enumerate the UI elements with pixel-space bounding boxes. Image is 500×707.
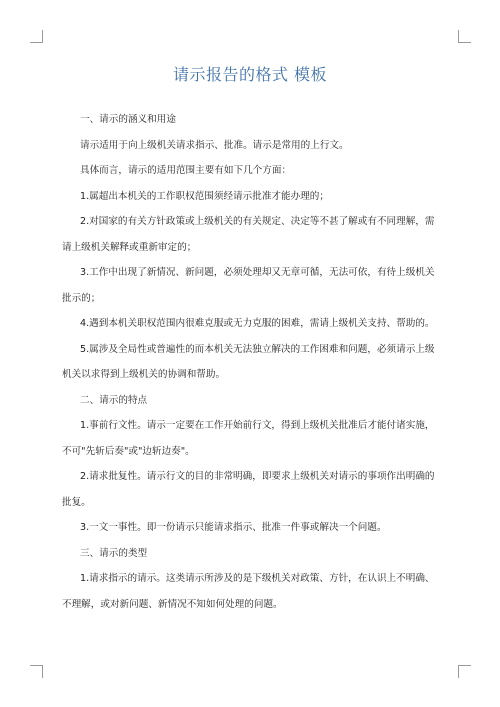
document-title: 请示报告的格式 模板: [172, 65, 328, 84]
list-item: 2.请求批复性。请示行文的目的非常明确，即要求上级机关对请示的事项作出明确的批复。: [62, 471, 435, 508]
section-heading-types: 三、请示的类型: [80, 547, 148, 559]
list-item: 3.一文一事性。即一份请示只能请求指示、批准一件事或解决一个问题。: [80, 522, 387, 533]
paragraph: 具体而言，请示的适用范围主要有如下几个方面：: [80, 165, 292, 176]
corner-mark-bottom-right: [458, 665, 471, 678]
document-body: [62, 107, 444, 617]
list-item: 5.属涉及全局性或普遍性的而本机关无法独立解决的工作困难和问题，必须请示上级机关以求得到上级机关的协调和帮助。: [62, 343, 435, 380]
list-item: 1.请求指示的请示。这类请示所涉及的是下级机关对政策、方针，在认识上不明确、不理解，或对新问题、新情况不知如何处理的问题。: [62, 573, 435, 610]
paragraph: 请示适用于向上级机关请求指示、批准。请示是常用的上行文。: [80, 139, 349, 151]
corner-mark-bottom-left: [30, 665, 43, 678]
section-heading-features: 二、请示的特点: [80, 394, 148, 406]
section-heading-meaning: 一、请示的涵义和用途: [80, 114, 176, 125]
list-item: 1.属超出本机关的工作职权范围须经请示批准才能办理的；: [80, 190, 329, 202]
list-item: 2.对国家的有关方针政策或上级机关的有关规定、决定等不甚了解或有不同理解，需请上级机关解释或重新审定的；: [62, 216, 435, 253]
corner-mark-top-right: [458, 30, 471, 43]
list-item: 4.遇到本机关职权范围内很难克服或无力克服的困难，需请上级机关支持、帮助的。: [80, 318, 435, 329]
list-item: 3.工作中出现了新情况、新问题，必须处理却又无章可循，无法可依，有待上级机关批示的；: [62, 267, 435, 304]
list-item: 1.事前行文性。请示一定要在工作开始前行文，得到上级机关批准后才能付诸实施，不可"先斩后奏"或"边斩边奏"。: [62, 420, 435, 457]
corner-mark-top-left: [30, 30, 43, 43]
